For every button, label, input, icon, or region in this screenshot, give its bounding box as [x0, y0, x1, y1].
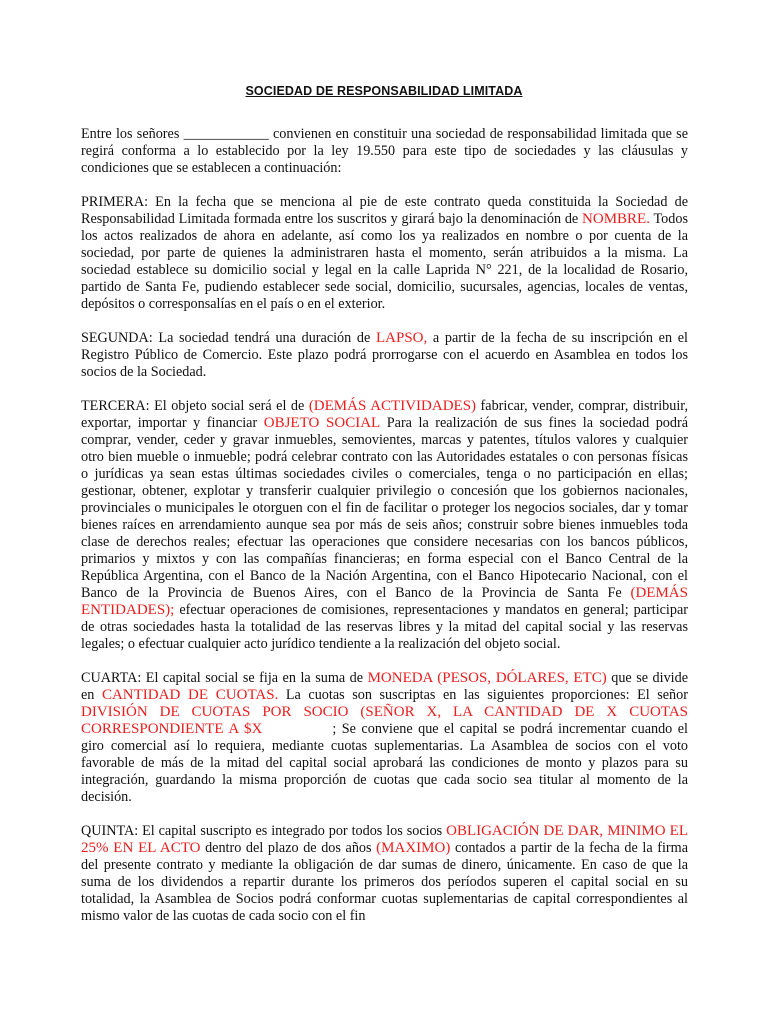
placeholder-nombre: NOMBRE.: [582, 211, 650, 227]
placeholder-moneda: MONEDA (PESOS, DÓLARES, ETC): [367, 670, 607, 686]
clause-text: Todos los actos realizados de ahora en adelante, así como los ya realizados en nombre o por cuenta de la sociedad, por parte de quienes la administraren hasta el momento, serán atribuidos a la misma. La sociedad establece su domicilio social y legal en la calle Laprida N° 221, de la localidad de Rosario, partido de Santa Fe, pudiendo establecer sede social, domicilio, sucursales, agencias, locales de ventas, depósitos o corresponsalías en el país o en el exterior.: [81, 211, 688, 312]
placeholder-cantidad-cuotas: CANTIDAD DE CUOTAS.: [101, 687, 279, 703]
placeholder-lapso: LAPSO,: [375, 330, 428, 346]
clause-quinta: [81, 823, 688, 925]
clause-text: TERCERA: El objeto social será el de: [81, 398, 309, 414]
clause-tercera: [81, 398, 688, 653]
placeholder-maximo: (MAXIMO): [376, 840, 451, 856]
clause-text: QUINTA: El capital suscripto es integrado por todos los socios: [81, 823, 447, 839]
placeholder-demas-entidades: (DEMÁS ENTIDADES);: [81, 585, 688, 618]
clause-text: efectuar operaciones de comisiones, representaciones y mandatos en general; participar de otras sociedades hasta la totalidad de las reservas libres y la mitad del capital social y las reservas legales; o efectuar cualquier acto jurídico tendiente a la realización del objeto social.: [81, 602, 688, 652]
clause-text: a partir de la fecha de su inscripción en el Registro Público de Comercio. Este plazo podrá prorrogarse con el acuerdo en Asamblea en todos los socios de la Sociedad.: [81, 330, 688, 380]
clause-text: contados a partir de la fecha de la firma del presente contrato y mediante la obligación de dar sumas de dinero, únicamente. En caso de que la suma de los dividendos a repartir durante los primeros dos períodos superen el capital social en su totalidad, la Asamblea de Socios podrá conformar cuotas suplementarias de capital correspondientes al mismo valor de las cuotas de cada socio con el fin: [81, 840, 688, 924]
placeholder-objeto-social: OBJETO SOCIAL: [263, 415, 381, 431]
clause-text: SEGUNDA: La sociedad tendrá una duración de: [81, 330, 376, 346]
clause-text: dentro del plazo de dos años: [200, 840, 377, 856]
placeholder-division-cuotas: DIVISIÓN DE CUOTAS POR SOCIO (SEÑOR X, LA CANTIDAD DE X CUOTAS CORRESPONDIENTE A $X: [81, 704, 688, 737]
intro-paragraph: Entre los señores ____________ convienen en constituir una sociedad de responsabilidad limitada que se regirá conforma a lo establecido por la ley 19.550 para este tipo de sociedades y las cláusulas y condiciones que se establecen a continuación:: [81, 126, 688, 176]
clause-cuarta: [81, 670, 688, 806]
clause-text: fabricar, vender, comprar, distribuir, exportar, importar y financiar: [81, 398, 688, 431]
placeholder-demas-actividades: (DEMÁS ACTIVIDADES): [308, 398, 477, 414]
clause-text: ; Se conviene que el capital se podrá incrementar cuando el giro comercial así lo requiera, mediante cuotas suplementarias. La Asamblea de socios con el voto favorable de más de la mitad del capital social aprobará las condiciones de monto y plazos para su integración, guardando la misma proporción de cuotas que cada socio sea titular al momento de la decisión.: [81, 721, 688, 805]
clause-text: Para la realización de sus fines la sociedad podrá comprar, vender, ceder y gravar inmuebles, semovientes, marcas y patentes, títulos valores y cualquier otro bien mueble o inmueble; podrá celebrar contrato con las Autoridades estatales o con personas físicas o jurídicas ya sean estas últimas sociedades civiles o comerciales, tenga o no participación en ellas; gestionar, obtener, explotar y transferir cualquier privilegio o concesión que los gobiernos nacionales, provinciales o municipales le otorguen con el fin de facilitar o proteger los negocios sociales, dar y tomar bienes raíces en arrendamiento aunque sea por más de seis años; construir sobre bienes inmuebles toda clase de derechos reales; efectuar las operaciones que considere necesarias con los bancos públicos, primarios y mixtos y con las compañías financieras; en forma especial con el Banco Central de la República Argentina, con el Banco de la Nación Argentina, con el Banco Hipotecario Nacional, con el Banco de la Provincia de Buenos Aires, con el Banco de la Provincia de Santa Fe: [81, 415, 688, 601]
clause-text: CUARTA: El capital social se fija en la suma de: [81, 670, 368, 686]
clause-primera: [81, 194, 688, 313]
document-body: [81, 126, 688, 942]
clause-text: La cuotas son suscriptas en las siguientes proporciones: El señor: [278, 687, 688, 703]
document-title: SOCIEDAD DE RESPONSABILIDAD LIMITADA: [245, 84, 523, 98]
clause-segunda: [81, 330, 688, 381]
clause-text: PRIMERA: En la fecha que se menciona al pie de este contrato queda constituida la Sociedad de Responsabilidad Limitada formada entre los suscritos y girará bajo la denominación de: [81, 194, 688, 227]
clause-text: que se divide en: [81, 670, 689, 703]
placeholder-obligacion-dar: OBLIGACIÓN DE DAR, MINIMO EL 25% EN EL ACTO: [81, 823, 688, 856]
